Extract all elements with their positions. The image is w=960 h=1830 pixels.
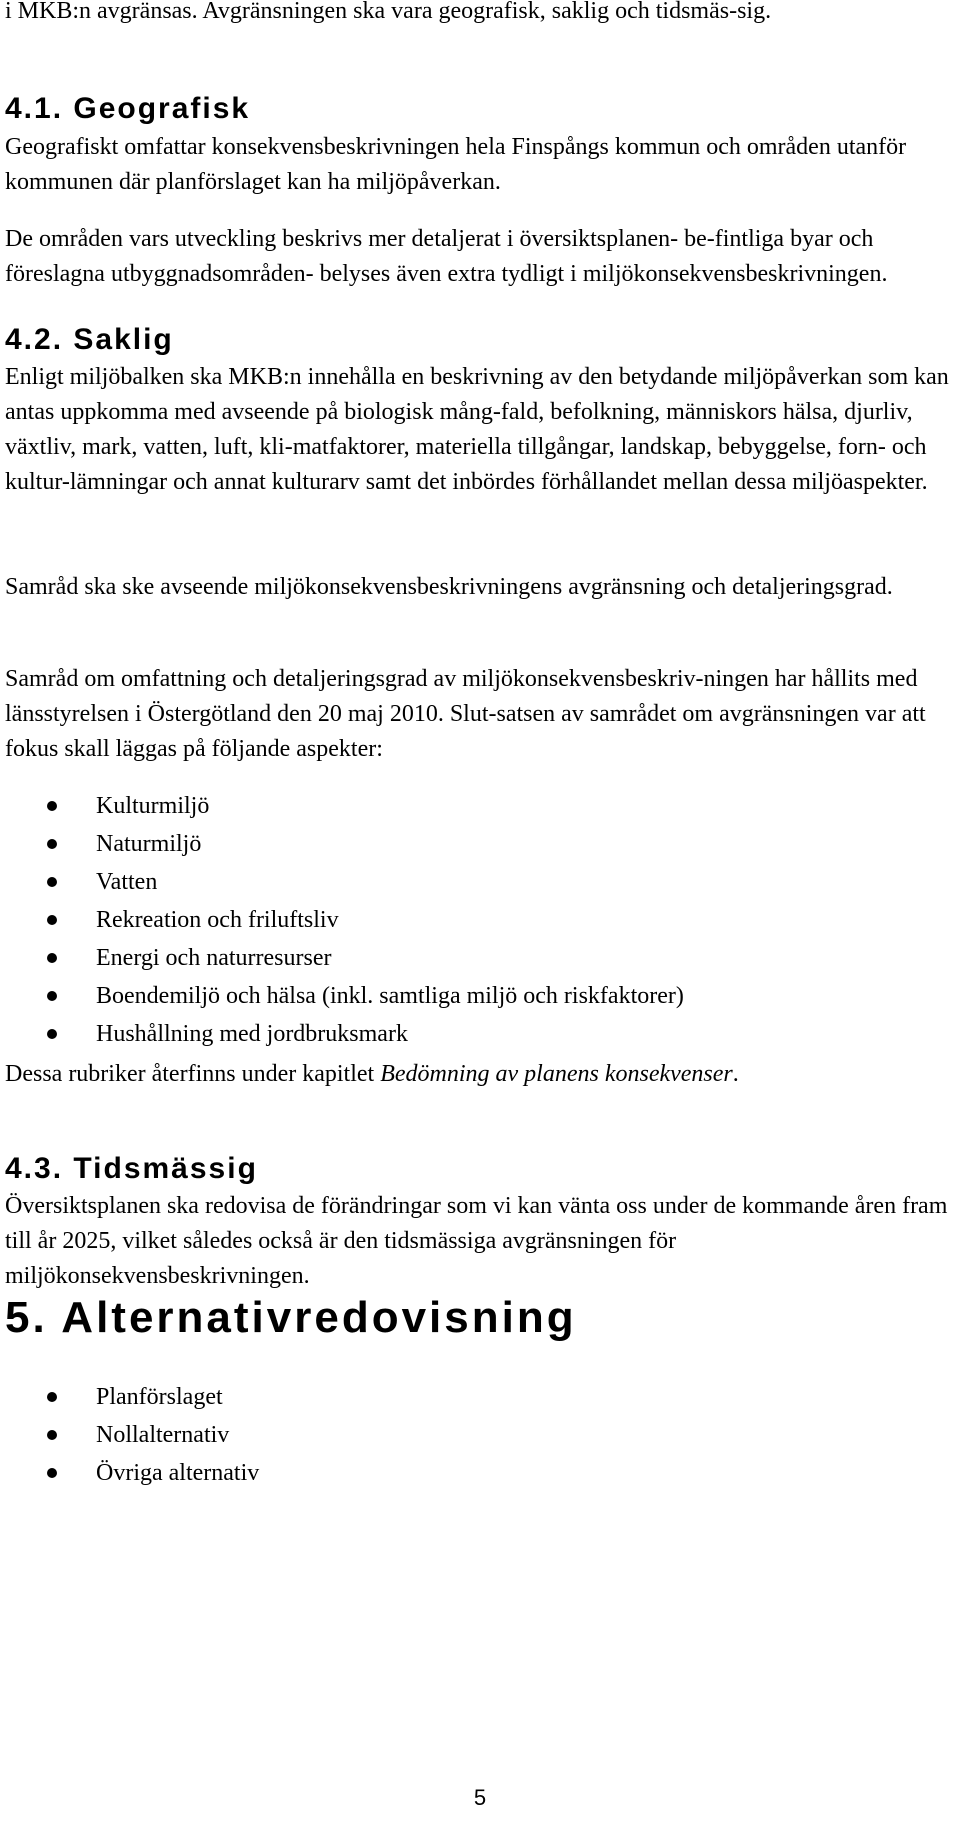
paragraph-4-1-b: De områden vars utveckling beskrivs mer detaljerat i översiktsplanen- be-fintliga byar och föreslagna utbyggnadsområden- belyses även extra tydligt i miljökonsekvensbeskrivningen. <box>5 226 888 287</box>
bullet-icon <box>47 953 57 963</box>
list-item: Planförslaget <box>0 1378 259 1416</box>
list-item: Energi och naturresurser <box>0 939 684 977</box>
paragraph-4-2-c: Samråd om omfattning och detaljeringsgrad av miljökonsekvensbeskriv-ningen har hållits med länsstyrelsen i Östergötland den 20 maj 2010. Slut-satsen av samrådet om avgränsningen var att fokus skall läggas på följande aspekter: <box>5 666 926 762</box>
list-item: Nollalternativ <box>0 1416 259 1454</box>
bullet-icon <box>47 839 57 849</box>
list-item: Boendemiljö och hälsa (inkl. samtliga miljö och riskfaktorer) <box>0 977 684 1015</box>
intro-paragraph: i MKB:n avgränsas. Avgränsningen ska vara geografisk, saklig och tidsmäs-sig. <box>5 0 772 24</box>
bullet-icon <box>47 915 57 925</box>
bullet-icon <box>47 1029 57 1039</box>
heading-5: 5. Alternativredovisning <box>5 1293 577 1342</box>
heading-4-3: 4.3. Tidsmässig <box>5 1152 258 1185</box>
page-number: 5 <box>473 1785 487 1810</box>
list-item: Hushållning med jordbruksmark <box>0 1015 684 1053</box>
paragraph-4-1-a: Geografiskt omfattar konsekvensbeskrivningen hela Finspångs kommun och områden utanför kommunen där planförslaget kan ha miljöpåverkan. <box>5 134 907 195</box>
bullet-icon <box>47 877 57 887</box>
aspects-list <box>0 787 684 1053</box>
list-item: Rekreation och friluftsliv <box>0 901 684 939</box>
paragraph-4-3: Översiktsplanen ska redovisa de förändringar som vi kan vänta oss under de kommande åren fram till år 2025, vilket således också är den tidsmässiga avgränsningen för miljökonsekvensbeskrivningen. <box>5 1193 948 1289</box>
paragraph-4-2-closing: Dessa rubriker återfinns under kapitlet Bedömning av planens konsekvenser. <box>5 1061 739 1087</box>
list-item: Övriga alternativ <box>0 1454 259 1492</box>
list-item: Vatten <box>0 863 684 901</box>
bullet-icon <box>47 1468 57 1478</box>
paragraph-4-2-b: Samråd ska ske avseende miljökonsekvensbeskrivningens avgränsning och detaljeringsgrad. <box>5 574 893 600</box>
list-item: Kulturmiljö <box>0 787 684 825</box>
heading-4-1: 4.1. Geografisk <box>5 92 251 125</box>
bullet-icon <box>47 1392 57 1402</box>
bullet-icon <box>47 991 57 1001</box>
bullet-icon <box>47 1430 57 1440</box>
heading-4-2: 4.2. Saklig <box>5 323 174 356</box>
alternatives-list <box>0 1378 259 1492</box>
paragraph-4-2-a: Enligt miljöbalken ska MKB:n innehålla en beskrivning av den betydande miljöpåverkan som kan antas uppkomma med avseende på biologisk mång-fald, befolkning, människors hälsa, djurliv, växtliv, mark, vatten, luft, kli-matfaktorer, materiella tillgångar, landskap, bebyggelse, forn- och kultur-lämningar och annat kulturarv samt det inbördes förhållandet mellan dessa miljöaspekter. <box>5 364 949 495</box>
bullet-icon <box>47 801 57 811</box>
list-item: Naturmiljö <box>0 825 684 863</box>
